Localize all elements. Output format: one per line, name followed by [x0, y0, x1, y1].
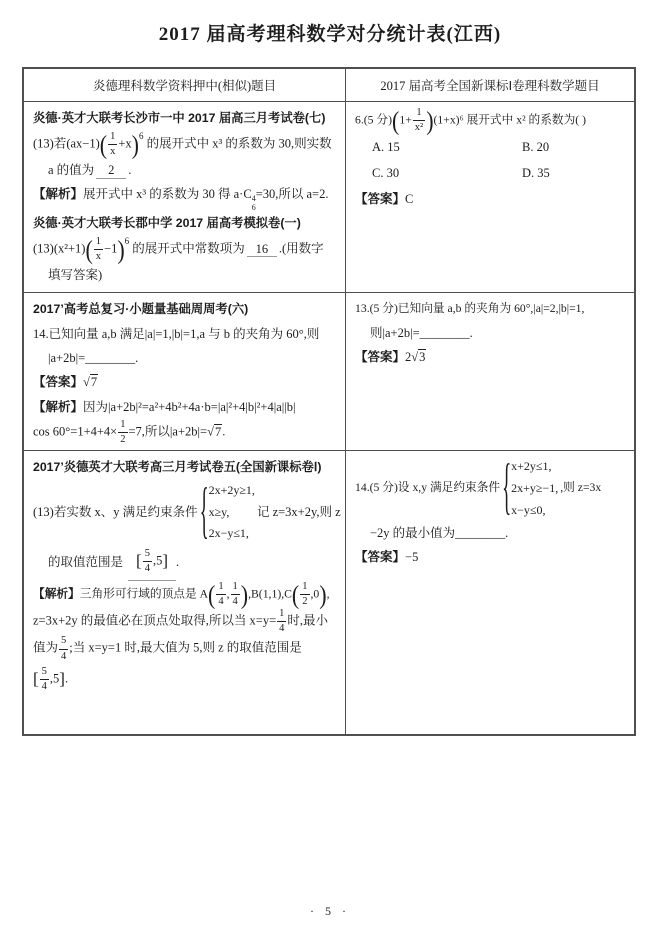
sqrt-icon: √	[411, 349, 419, 364]
right-bracket: ]	[59, 668, 65, 688]
choice-options	[372, 134, 625, 187]
analysis-text: =30,所以 a=2.	[255, 187, 329, 202]
answer-blank: 16	[247, 243, 277, 258]
left-bracket: [	[136, 551, 142, 571]
analysis-text: 三角形可行域的顶点是 A	[79, 587, 209, 601]
fraction: $\frac{1}{\text{x²}}$	[414, 107, 424, 134]
analysis-label: 【解析】	[33, 187, 84, 202]
analysis-text: ;当 x=y=1 时,最大值为 5,则 z 的取值范围是	[69, 640, 302, 655]
answer-label: 【答案】	[355, 550, 406, 565]
question-text: 的展开式中 x³ 的系数为 30,则实数	[143, 136, 332, 151]
right-bracket: ]	[162, 551, 168, 571]
source-title: 2017’高考总复习·小题量基础周周考(六)	[33, 301, 249, 316]
answer-blank	[128, 545, 176, 581]
page-number: · 5 ·	[310, 904, 350, 918]
sqrt-icon: √	[207, 424, 214, 439]
question-text: −1	[104, 241, 118, 256]
analysis-text: 值为	[33, 640, 59, 655]
answer-line	[355, 345, 625, 369]
exponent: 6	[138, 130, 144, 141]
answer-line	[355, 187, 625, 211]
option-b: B. 20	[522, 140, 550, 155]
cell-row1-right	[346, 102, 634, 293]
question-text: 14.(5 分)设 x,y 满足约束条件	[355, 481, 501, 495]
right-paren: )	[117, 234, 125, 265]
fraction: $\frac{1}{4}$	[279, 608, 285, 635]
left-paren: (	[99, 129, 108, 160]
fraction: $\frac{1}{4}$	[232, 581, 238, 608]
fraction: $\frac{1}{x}$	[110, 130, 116, 158]
analysis-line	[33, 395, 336, 419]
analysis-text: 时,最小	[287, 613, 329, 628]
analysis-text: .	[64, 671, 69, 686]
source-title: 炎德·英才大联考长沙市一中 2017 届高三月考试卷(七)	[33, 111, 326, 125]
analysis-text: 展开式中 x³ 的系数为 30 得 a·	[83, 187, 244, 202]
header-right-label: 2017 届高考全国新课标Ⅰ卷理科数学题目	[380, 79, 600, 93]
analysis-text: ,	[326, 587, 330, 601]
answer-text: ,5	[152, 553, 163, 568]
fraction: $\frac{5}{4}$	[41, 665, 47, 692]
combination-indices: 4 6	[251, 194, 256, 212]
question-text: a 的值为	[48, 163, 95, 178]
option-a: A. 15	[372, 140, 400, 155]
question-text: (13)若(ax−1)	[33, 136, 100, 151]
right-paren: )	[240, 579, 249, 610]
left-paren: (	[85, 234, 93, 265]
analysis-label: 【解析】	[33, 587, 80, 601]
question-text: .	[175, 555, 180, 570]
answer-label: 【答案】	[33, 375, 84, 390]
header-cell-right	[346, 69, 634, 102]
answer-label: 【答案】	[355, 349, 406, 364]
radicand: 7	[214, 424, 222, 439]
question-text: +x	[118, 136, 132, 151]
header-cell-left	[24, 69, 346, 102]
fraction: $\frac{1}{4}$	[218, 581, 224, 608]
question-line	[33, 545, 336, 581]
left-paren: (	[291, 579, 300, 610]
question-text: .	[128, 163, 132, 178]
analysis-line	[33, 182, 336, 212]
analysis-text: ,5	[49, 671, 60, 686]
analysis-line	[33, 608, 336, 635]
analysis-text: =7,所以|a+2b|=	[128, 424, 208, 439]
question-text: 记 z=3x+2y,则 z	[256, 505, 341, 520]
fraction: $\frac{1}{x}$	[95, 236, 102, 263]
source-title: 2017’炎德英才大联考高三月考试卷五(全国新课标卷Ⅰ)	[33, 460, 322, 475]
question-line: |a+2b|=________.	[48, 351, 139, 366]
option-c: C. 30	[372, 166, 400, 181]
question-text: 6.(5 分)	[355, 113, 393, 127]
constraint: 2x−y≤1,	[208, 526, 249, 541]
right-paren: )	[131, 129, 139, 160]
answer-line	[355, 545, 625, 569]
question-line	[33, 478, 341, 548]
question-text: 的展开式中常数项为	[129, 241, 245, 256]
fraction: $\frac{5}{4}$	[61, 635, 67, 662]
cell-row3-left	[24, 451, 346, 734]
answer-line	[33, 370, 336, 394]
question-line	[33, 158, 336, 182]
question-text: .(用数字	[278, 241, 324, 256]
constraint: x+2y≤1,	[511, 459, 552, 474]
fraction: $\frac{1}{2}$	[302, 581, 308, 608]
question-line	[33, 236, 336, 263]
analysis-text: ,0	[310, 587, 320, 601]
analysis-text: z=3x+2y 的最值必在顶点处取得,所以当 x=y=	[33, 613, 277, 628]
constraint-system	[199, 478, 255, 548]
analysis-line	[33, 635, 336, 662]
header-left-label: 炎德理科数学资料押中(相似)题目	[92, 79, 277, 93]
left-paren: (	[392, 105, 400, 136]
question-line: 填写答案)	[48, 268, 103, 283]
left-bracket: [	[33, 668, 39, 688]
question-line: 则|a+2b|=________.	[370, 325, 473, 340]
page-title: 2017 届高考理科数学对分统计表(江西)	[158, 24, 502, 45]
answer-value: −5	[405, 550, 419, 565]
analysis-line	[33, 581, 336, 608]
question-line: 13.(5 分)已知向量 a,b 的夹角为 60°,|a|=2,|b|=1,	[355, 301, 585, 315]
analysis-text: .	[222, 424, 226, 439]
radicand: 3	[419, 349, 426, 364]
analysis-line	[33, 663, 336, 696]
analysis-line	[33, 419, 336, 446]
right-paren: )	[319, 579, 327, 610]
question-text: ,则 z=3x	[560, 481, 602, 495]
question-text: 1+	[399, 113, 412, 127]
fraction: $\frac{5}{4}$	[144, 548, 150, 575]
right-paren: )	[426, 105, 434, 136]
cell-row1-left	[24, 102, 346, 293]
question-text: (1+x)⁶ 展开式中 x² 的系数为( )	[433, 113, 586, 127]
analysis-text: ,B(1,1),C	[248, 587, 292, 601]
statistics-table	[22, 67, 636, 736]
exponent: 6	[124, 236, 130, 247]
answer-label: 【答案】	[355, 191, 406, 206]
cell-row3-right	[346, 451, 634, 734]
question-text: 的取值范围是	[48, 555, 124, 570]
constraint: x−y≤0,	[511, 502, 546, 517]
constraint-system	[502, 454, 559, 524]
cell-row2-right	[346, 293, 634, 452]
question-line	[355, 107, 625, 134]
analysis-text: ,	[226, 587, 230, 601]
question-line: −2y 的最小值为________.	[370, 526, 509, 541]
combination-symbol: C	[243, 187, 252, 202]
question-line: 14.已知向量 a,b 满足|a|=1,|b|=1,a 与 b 的夹角为 60°,则	[33, 326, 320, 341]
option-d: D. 35	[522, 166, 550, 181]
question-text: (13)(x²+1)	[33, 241, 86, 256]
sqrt-icon: √	[83, 375, 90, 390]
cases-brace: {	[199, 478, 209, 548]
left-paren: (	[208, 579, 216, 610]
question-text: (13)若实数 x、y 满足约束条件	[33, 505, 198, 520]
analysis-text: 因为|a+2b|²=a²+4b²+4a·b=|a|²+4|b|²+4|a||b|	[83, 399, 296, 414]
question-line	[33, 131, 336, 158]
question-line	[355, 454, 625, 524]
constraint: 2x+2y≥1,	[208, 483, 255, 498]
cell-row2-left	[24, 293, 346, 452]
analysis-text: cos 60°=1+4+4×	[33, 424, 118, 439]
answer-value: C	[405, 191, 414, 206]
radicand: 7	[90, 375, 98, 390]
source-title: 炎德·英才大联考长郡中学 2017 届高考模拟卷(一)	[33, 216, 301, 231]
constraint: 2x+y≥−1,	[511, 480, 559, 495]
analysis-label: 【解析】	[33, 399, 84, 414]
fraction: $\frac{1}{2}$	[120, 419, 126, 446]
answer-coefficient: 2	[405, 349, 412, 364]
cases-brace: {	[502, 454, 512, 524]
answer-blank: 2	[96, 164, 126, 179]
constraint: x≥y,	[208, 504, 230, 519]
